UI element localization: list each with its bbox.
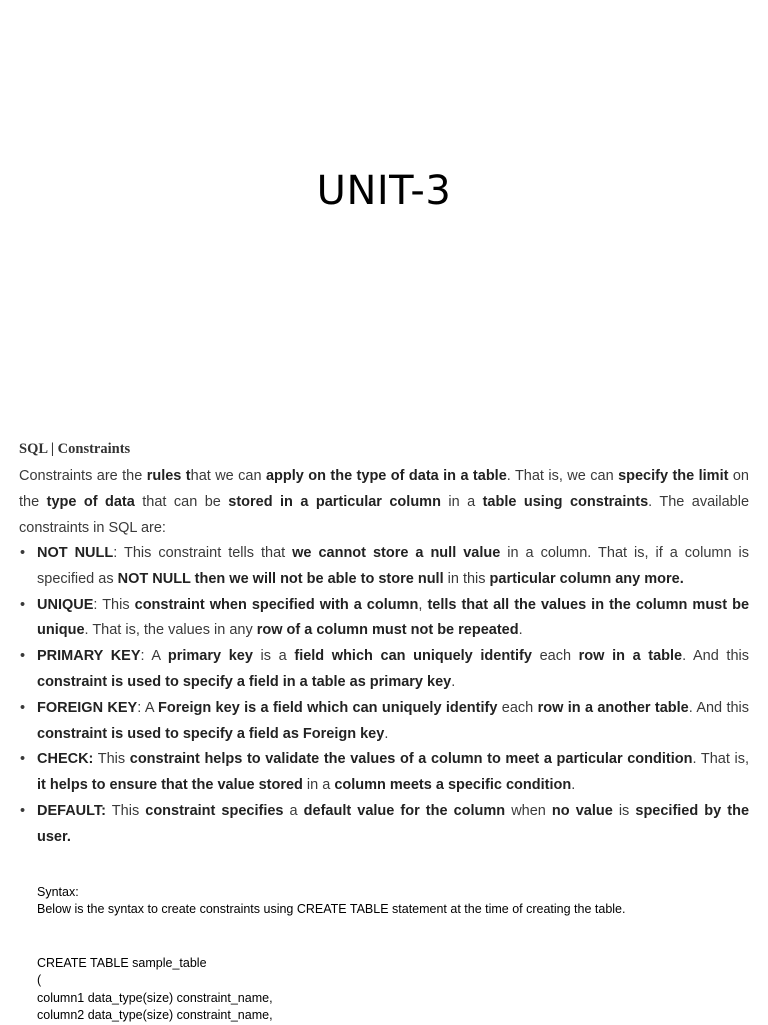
code-block	[37, 955, 757, 1025]
bold-text: Foreign key is a field which can uniquely identify	[158, 699, 498, 716]
text-run: . And this	[682, 648, 749, 665]
bold-text: row of a column must not be repeated	[256, 622, 519, 639]
text-run: . And this	[688, 699, 750, 716]
constraints-list	[19, 541, 749, 851]
bold-text: it helps to ensure that the value stored	[37, 777, 303, 794]
text-run: This	[106, 802, 146, 819]
text-run: : A	[137, 699, 159, 716]
text-run: .	[571, 777, 576, 794]
bold-text: UNIQUE	[37, 596, 94, 613]
bold-text: rules t	[146, 468, 191, 484]
text-run: Constraints are the	[19, 468, 147, 484]
syntax-label: Syntax:	[37, 885, 79, 899]
text-run: . That is, the values in any	[84, 622, 257, 639]
code-line: column2 data_type(size) constraint_name,	[37, 1008, 273, 1023]
bold-text: we cannot store a null value	[292, 545, 501, 561]
unit-title: UNIT-3	[316, 168, 452, 214]
text-run: hat we can	[190, 468, 266, 484]
constraint-item	[19, 696, 749, 748]
bullet-icon: •	[20, 545, 26, 561]
bold-text: row in a another table	[537, 699, 689, 716]
constraint-item	[19, 799, 749, 851]
bold-text: specify the limit	[618, 468, 729, 484]
bold-text: constraint helps to validate the values of a column to meet a particular condition	[129, 751, 693, 768]
text-run: in a	[302, 777, 335, 794]
bullet-icon: •	[20, 648, 26, 665]
text-run: each	[497, 699, 538, 716]
bullet-icon: •	[20, 751, 26, 768]
code-line: CREATE TABLE sample_table	[37, 956, 207, 970]
text-run: is a	[252, 648, 295, 665]
bold-text: FOREIGN KEY	[37, 699, 138, 716]
text-run: in this	[443, 570, 490, 587]
constraint-item	[19, 541, 749, 593]
text-run: : A	[140, 648, 168, 665]
constraint-item	[19, 593, 749, 645]
bold-text: specified by the user.	[37, 802, 750, 845]
bullet-icon: •	[20, 802, 26, 819]
bold-text: default value for the column	[303, 802, 506, 819]
bold-text: constraint when specified with a column	[134, 596, 419, 613]
text-run: . The available constraints in SQL are:	[19, 493, 750, 536]
text-run: on the	[19, 468, 749, 510]
bold-text: row in a table	[578, 648, 683, 665]
bold-text: constraint specifies	[145, 802, 284, 819]
bold-text: tells that all the values in the column must be unique	[37, 596, 750, 639]
code-line: (	[37, 973, 42, 988]
bullet-icon: •	[20, 596, 26, 613]
text-run: when	[505, 802, 552, 819]
text-run: is	[612, 802, 636, 819]
bold-text: apply on the type of data in a table	[265, 468, 507, 484]
text-run: : This constraint tells that	[113, 545, 293, 561]
text-run: .	[451, 673, 456, 690]
bold-text: column meets a specific condition	[334, 777, 572, 794]
bold-text: type of data	[46, 493, 135, 510]
intro-paragraph	[19, 464, 749, 541]
bullet-icon: •	[20, 699, 26, 716]
bold-text: NOT NULL	[37, 545, 114, 561]
bold-text: NOT NULL then we will not be able to store null	[117, 570, 444, 587]
bold-text: particular column any more.	[489, 570, 684, 587]
text-run: : This	[93, 596, 135, 613]
syntax-description: Below is the syntax to create constraints using CREATE TABLE statement at the time of creating the table.	[37, 902, 626, 917]
bold-text: DEFAULT:	[37, 802, 107, 819]
bold-text: CHECK:	[37, 751, 94, 768]
syntax-block	[37, 884, 757, 919]
text-run: in a	[440, 493, 483, 510]
text-run: .	[518, 622, 523, 639]
text-run: This	[93, 751, 130, 768]
bold-text: table using constraints	[482, 493, 649, 510]
section-heading: SQL | Constraints	[19, 441, 131, 457]
bold-text: PRIMARY KEY	[37, 648, 141, 665]
bold-text: stored in a particular column	[228, 493, 441, 510]
text-run: a	[283, 802, 304, 819]
text-run: that can be	[134, 493, 229, 510]
bold-text: field which can uniquely identify	[294, 648, 532, 665]
bold-text: no value	[551, 802, 613, 819]
text-run: . That is,	[692, 751, 749, 768]
text-run: .	[384, 725, 389, 742]
constraint-item	[19, 747, 749, 799]
text-run: ,	[418, 596, 428, 613]
text-run: each	[531, 648, 579, 665]
bold-text: constraint is used to specify a field as Foreign key	[37, 725, 385, 742]
bold-text: constraint is used to specify a field in a table as primary key	[37, 673, 452, 690]
text-run: in a column. That is, if a column is specified as	[37, 545, 749, 587]
constraint-item	[19, 644, 749, 696]
bold-text: primary key	[167, 648, 253, 665]
text-run: . That is, we can	[506, 468, 619, 484]
code-line: column1 data_type(size) constraint_name,	[37, 990, 273, 1005]
